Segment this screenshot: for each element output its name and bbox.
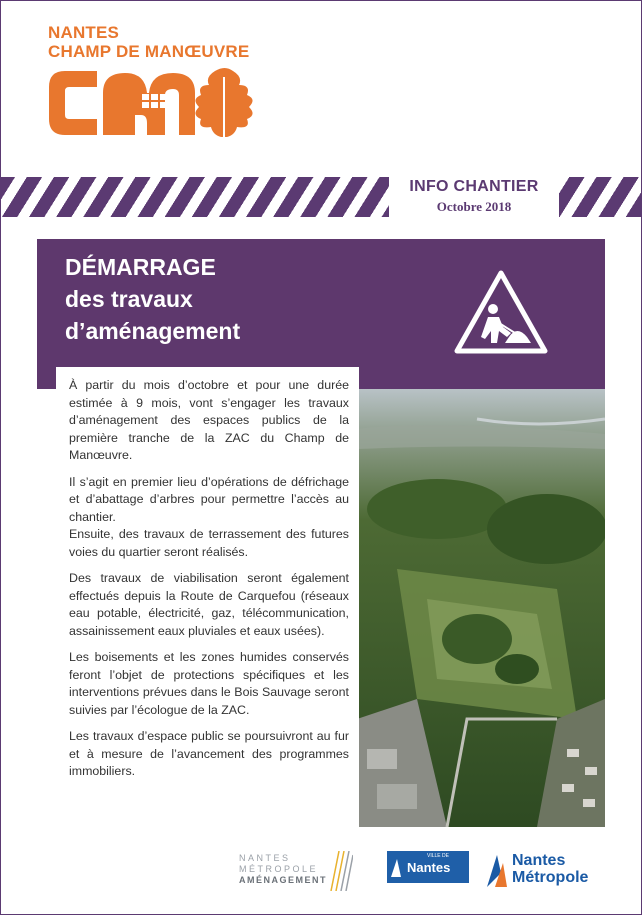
nm-line1: Nantes <box>512 852 566 869</box>
body-text-panel <box>56 367 359 827</box>
paragraph: Les boisements et les zones humides conservés feront l’objet de protections spécifiques et les interventions prévues dans le Bois Sauvage seront suivies par l’écologue de la ZAC. <box>69 650 349 717</box>
logo-line-champ: CHAMP DE MANŒUVRE <box>48 42 250 61</box>
banner-title <box>65 251 240 347</box>
logo-line-nantes: NANTES <box>48 23 120 42</box>
paragraph: Des travaux de viabilisation seront également effectués depuis la Route de Carquefou (réseaux eau potable, électricité, gaz, télécommunication, assainissement eaux pluviales et eaux usées). <box>69 571 349 638</box>
info-title: INFO CHANTIER <box>409 178 539 195</box>
nma-line1: NANTES <box>239 853 291 863</box>
logo-title <box>48 23 249 61</box>
paragraph: Les travaux d’espace public se poursuivront au fur et à mesure de l’avancement des programmes immobiliers. <box>69 729 349 778</box>
banner-title-line3: d’aménagement <box>65 318 241 344</box>
nantes-metropole-amenagement-logo <box>239 853 354 893</box>
nm-line2: Métropole <box>512 869 589 886</box>
paragraph: Il s’agit en premier lieu d’opérations de défrichage et d’abattage d’arbres pour permettre l’accès au chantier. <box>69 474 349 524</box>
paragraph: Ensuite, des travaux de terrassement des futures voies du quartier seront réalisés. <box>69 527 349 559</box>
nma-line3: AMÉNAGEMENT <box>239 875 327 885</box>
aerial-photo <box>357 389 605 827</box>
paragraph: À partir du mois d’octobre et pour une durée estimée à 9 mois, vont s’engager les travaux d’aménagement des espaces publics de la première tranche de la ZAC du Champ de Manœuvre. <box>69 378 349 462</box>
vdn-small-text: VILLE DE <box>427 853 449 859</box>
body-text <box>69 377 349 790</box>
roadwork-warning-icon <box>453 267 549 357</box>
stripes-icon <box>327 851 353 891</box>
banner-title-line2: des travaux <box>65 286 193 312</box>
cm-logo-icon <box>45 63 260 143</box>
nantes-metropole-logo <box>485 849 605 893</box>
banner-title-line1: DÉMARRAGE <box>65 254 216 280</box>
info-date: Octobre 2018 <box>436 199 512 214</box>
info-chantier-box <box>389 169 559 225</box>
nma-line2: MÉTROPOLE <box>239 864 319 874</box>
ville-de-nantes-logo <box>387 851 469 883</box>
nantes-metropole-emblem-icon <box>485 853 509 889</box>
vdn-name: Nantes <box>407 860 451 875</box>
